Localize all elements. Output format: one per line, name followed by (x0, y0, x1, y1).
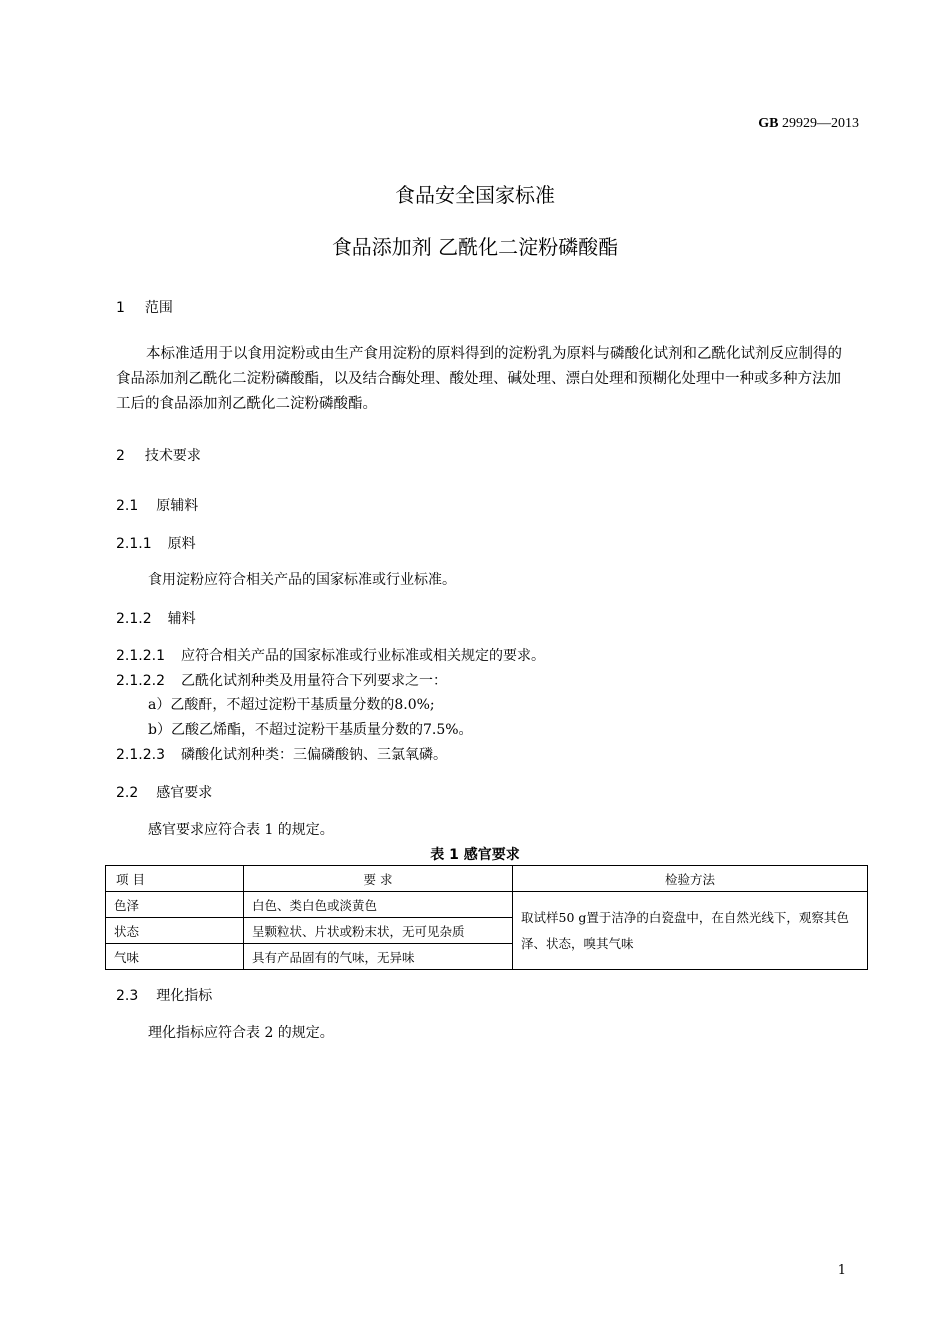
section-number: 2.1 (116, 498, 139, 514)
table-1-caption: 表 1 感官要求 (430, 847, 520, 863)
section-title: 理化指标 (156, 988, 213, 1004)
section-title: 原辅料 (156, 498, 199, 514)
standard-prefix: GB (758, 116, 779, 131)
table-header-item: 项 目 (106, 866, 244, 892)
clause-text: 乙酰化试剂种类及用量符合下列要求之一： (180, 673, 447, 689)
standard-code (758, 116, 859, 132)
table-header-requirement: 要 求 (244, 866, 513, 892)
raw-material-text: 食用淀粉应符合相关产品的国家标准或行业标准。 (148, 572, 456, 588)
sensory-table (105, 865, 868, 970)
section-title: 辅料 (167, 611, 196, 627)
table-cell-method: 取试样50 g置于洁净的白瓷盘中，在自然光线下，观察其色泽、状态，嗅其气味 (513, 892, 868, 970)
sensory-text: 感官要求应符合表 1 的规定。 (148, 822, 334, 838)
section-2-1-heading (116, 495, 198, 515)
section-2-2-heading (116, 782, 212, 802)
table-header-row (106, 866, 868, 892)
clause-text: 应符合相关产品的国家标准或行业标准或相关规定的要求。 (180, 648, 545, 664)
section-2-3-heading (116, 985, 212, 1005)
section-title: 技术要求 (144, 448, 201, 464)
table-cell-requirement: 具有产品固有的气味，无异味 (244, 944, 513, 970)
table-cell-item: 色泽 (106, 892, 244, 918)
section-1-heading (116, 297, 173, 317)
section-title: 范围 (144, 300, 173, 316)
section-number: 2.3 (116, 988, 139, 1004)
section-2-1-2-heading (116, 608, 196, 628)
scope-paragraph: 本标准适用于以食用淀粉或由生产食用淀粉的原料得到的淀粉乳为原料与磷酸化试剂和乙酰化试剂反应制得的食品添加剂乙酰化二淀粉磷酸酯，以及结合酶处理、酸处理、碱处理、漂白处理和预糊化处理中一种或多种方法加工后的食品添加剂乙酰化二淀粉磷酸酯。 (116, 346, 842, 412)
physicochemical-text: 理化指标应符合表 2 的规定。 (148, 1025, 334, 1041)
list-item-a: a）乙酸酐，不超过淀粉干基质量分数的8.0%; (148, 697, 435, 713)
main-title: 食品安全国家标准 (395, 183, 555, 207)
section-2-heading (116, 445, 201, 465)
table-cell-item: 状态 (106, 918, 244, 944)
table-header-method: 检验方法 (513, 866, 868, 892)
section-number: 2.1.1 (116, 536, 152, 552)
clause-2-1-2-2 (116, 670, 447, 690)
standard-number: 29929—2013 (782, 116, 859, 131)
section-title: 原料 (167, 536, 196, 552)
clause-2-1-2-1 (116, 645, 545, 665)
page-number: 1 (837, 1263, 846, 1278)
table-row (106, 892, 868, 918)
clause-number: 2.1.2.2 (116, 673, 165, 689)
section-number: 2 (116, 448, 125, 464)
sub-title: 食品添加剂 乙酰化二淀粉磷酸酯 (331, 235, 619, 259)
section-number: 1 (116, 300, 125, 316)
clause-number: 2.1.2.1 (116, 648, 165, 664)
section-title: 感官要求 (156, 785, 213, 801)
section-number: 2.1.2 (116, 611, 152, 627)
clause-number: 2.1.2.3 (116, 747, 165, 763)
clause-text: 磷酸化试剂种类：三偏磷酸钠、三氯氧磷。 (180, 747, 447, 763)
table-cell-item: 气味 (106, 944, 244, 970)
table-cell-requirement: 白色、类白色或淡黄色 (244, 892, 513, 918)
list-item-b: b）乙酸乙烯酯，不超过淀粉干基质量分数的7.5%。 (148, 722, 473, 738)
section-2-1-1-heading (116, 533, 196, 553)
table-cell-requirement: 呈颗粒状、片状或粉末状，无可见杂质 (244, 918, 513, 944)
clause-2-1-2-3 (116, 744, 447, 764)
section-number: 2.2 (116, 785, 139, 801)
